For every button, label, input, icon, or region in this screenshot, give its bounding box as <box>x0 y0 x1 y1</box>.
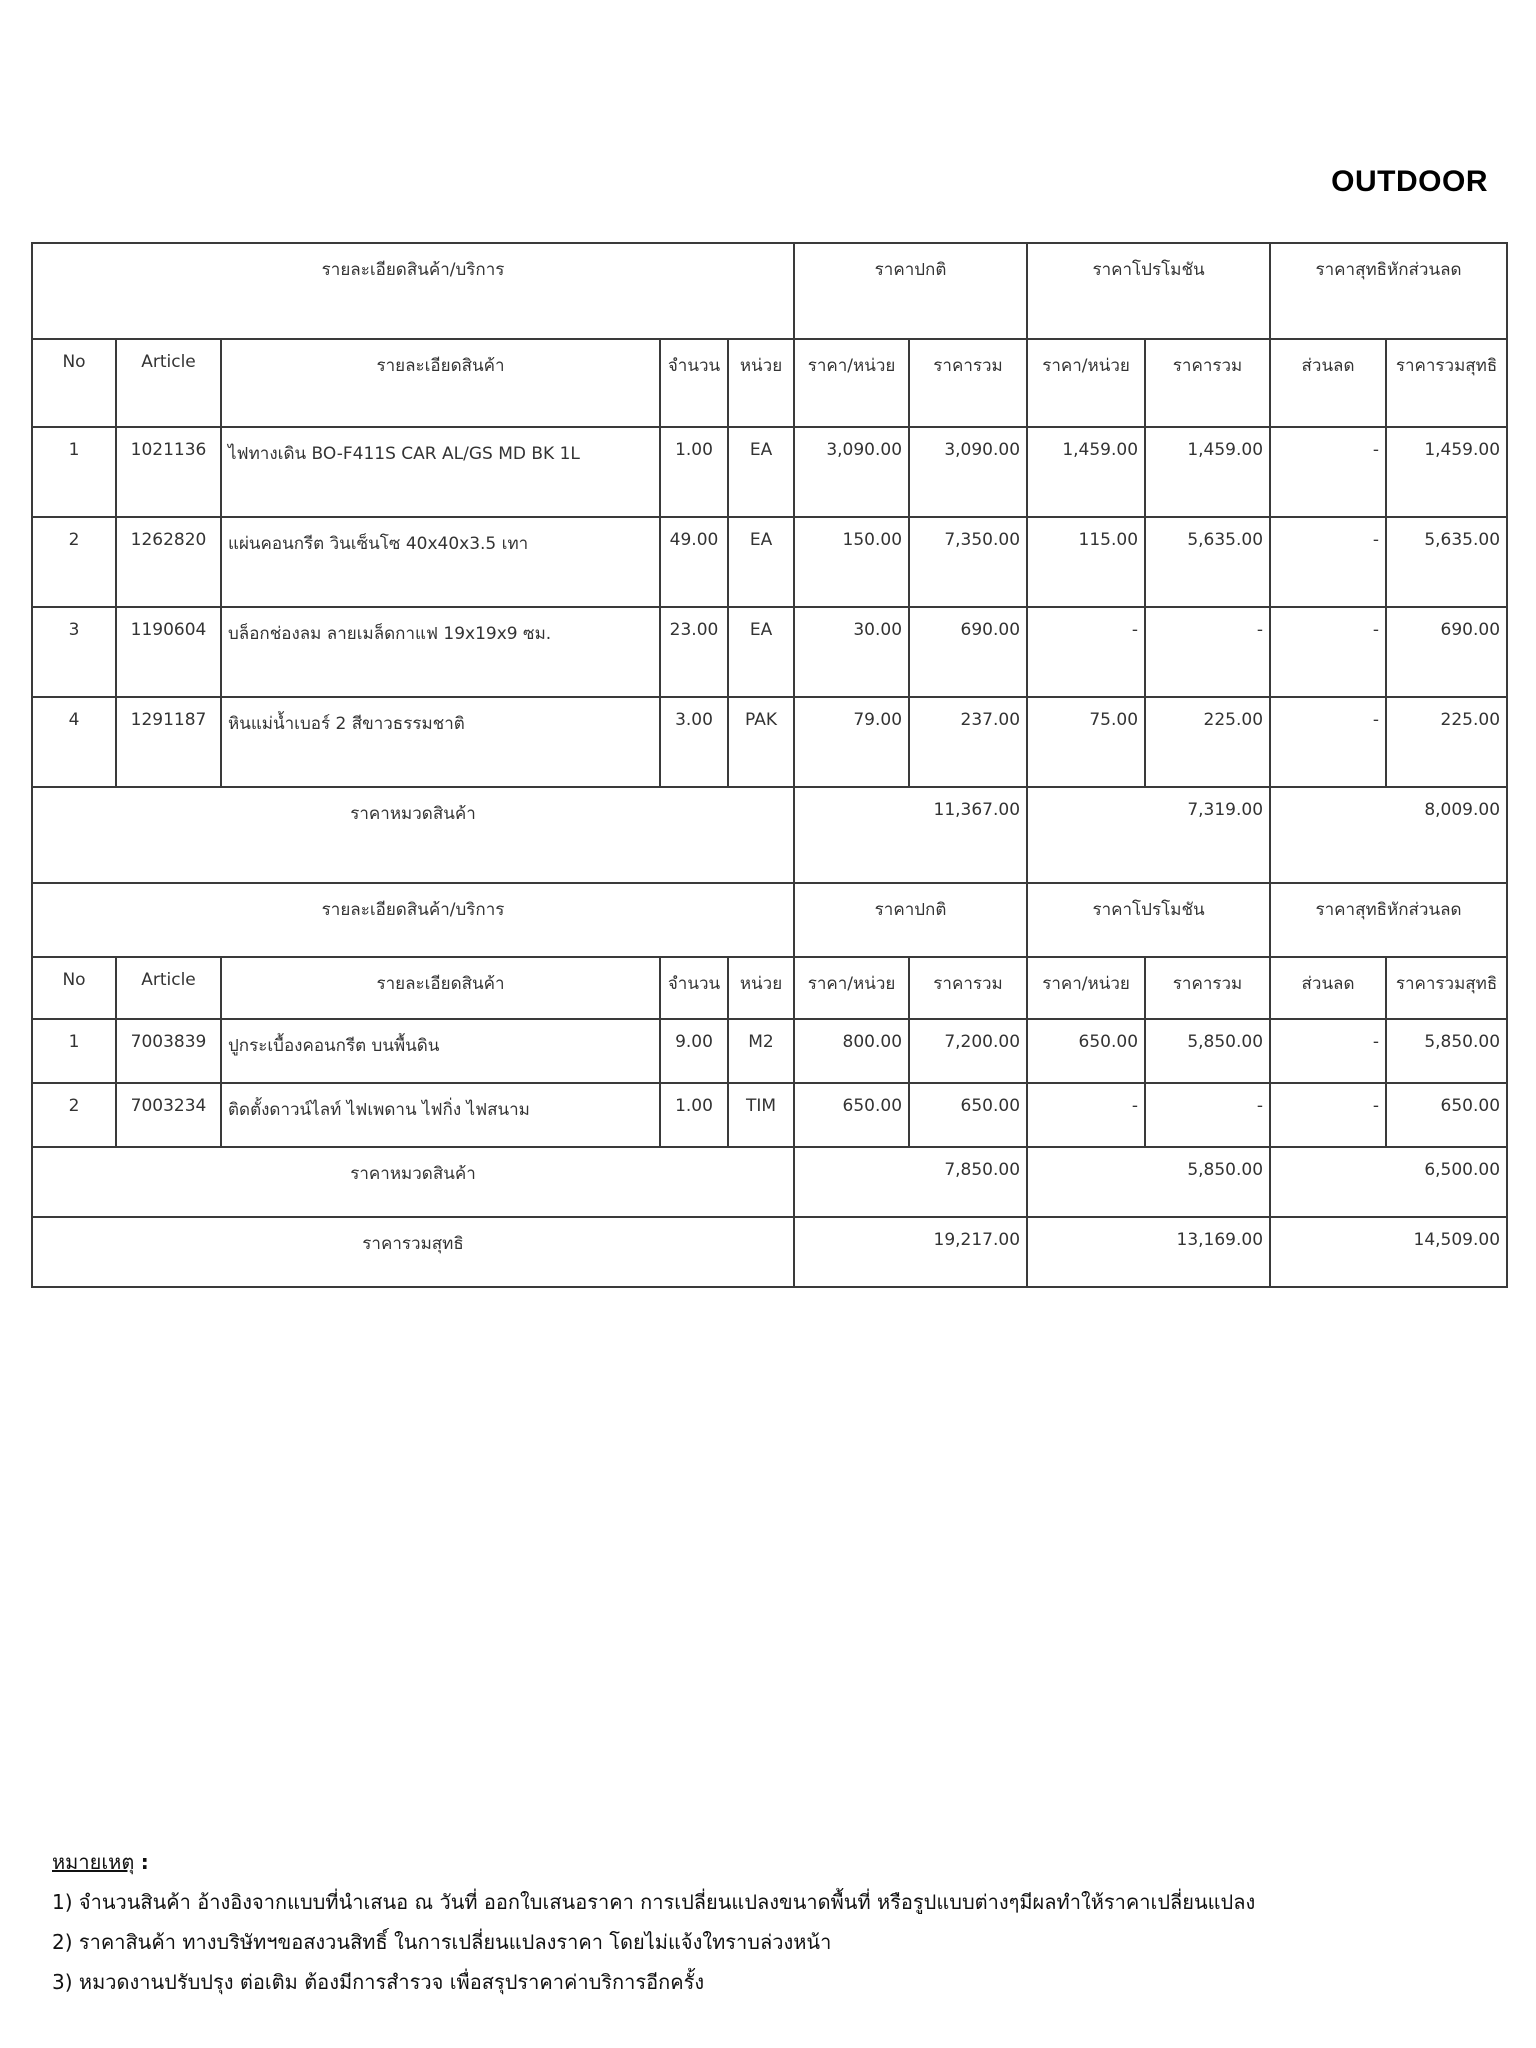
cell-total: 237.00 <box>909 697 1027 787</box>
cell-qty: 23.00 <box>660 607 728 697</box>
cell-promo-total: 5,850.00 <box>1145 1019 1270 1083</box>
cell-article: 7003234 <box>116 1083 221 1147</box>
col-header-unit: หน่วย <box>728 957 794 1019</box>
col-header-description: รายละเอียดสินค้า <box>221 339 660 427</box>
cell-unit: M2 <box>728 1019 794 1083</box>
notes-heading <box>52 1842 1255 1882</box>
cell-promo-total: - <box>1145 1083 1270 1147</box>
table-row <box>32 607 1507 697</box>
cell-article: 1262820 <box>116 517 221 607</box>
cell-article: 1021136 <box>116 427 221 517</box>
cell-article: 7003839 <box>116 1019 221 1083</box>
col-header-promo-unit-price: ราคา/หน่วย <box>1027 957 1145 1019</box>
cell-total: 7,200.00 <box>909 1019 1027 1083</box>
notes-colon: : <box>140 1850 149 1874</box>
col-header-qty: จำนวน <box>660 339 728 427</box>
col-header-qty: จำนวน <box>660 957 728 1019</box>
cell-promo-unit-price: 75.00 <box>1027 697 1145 787</box>
cell-promo-unit-price: - <box>1027 1083 1145 1147</box>
cell-discount: - <box>1270 517 1386 607</box>
cell-unit-price: 79.00 <box>794 697 909 787</box>
col-header-unit: หน่วย <box>728 339 794 427</box>
cell-article: 1190604 <box>116 607 221 697</box>
table-row <box>32 1019 1507 1083</box>
notes-title: หมายเหตุ <box>52 1850 135 1874</box>
table-row <box>32 517 1507 607</box>
subtotal-row <box>32 1147 1507 1217</box>
cell-total: 7,350.00 <box>909 517 1027 607</box>
col-header-article: Article <box>116 339 221 427</box>
group-header-net-price: ราคาสุทธิหักส่วนลด <box>1270 243 1507 339</box>
table-row <box>32 427 1507 517</box>
col-header-promo-total: ราคารวม <box>1145 957 1270 1019</box>
subtotal-promo: 7,319.00 <box>1027 787 1270 883</box>
column-header-row <box>32 957 1507 1019</box>
cell-discount: - <box>1270 1083 1386 1147</box>
cell-unit: TIM <box>728 1083 794 1147</box>
cell-unit: EA <box>728 517 794 607</box>
cell-promo-unit-price: 1,459.00 <box>1027 427 1145 517</box>
cell-description: แผ่นคอนกรีต วินเซ็นโซ 40x40x3.5 เทา <box>221 517 660 607</box>
cell-total: 650.00 <box>909 1083 1027 1147</box>
group-header-normal-price: ราคาปกติ <box>794 243 1027 339</box>
subtotal-promo: 5,850.00 <box>1027 1147 1270 1217</box>
cell-article: 1291187 <box>116 697 221 787</box>
note-item: 2) ราคาสินค้า ทางบริษัทฯขอสงวนสิทธิ์ ในการเปลี่ยนแปลงราคา โดยไม่แจ้งใทราบล่วงหน้า <box>52 1930 832 1954</box>
cell-unit: EA <box>728 607 794 697</box>
col-header-unit-price: ราคา/หน่วย <box>794 339 909 427</box>
grand-total-promo: 13,169.00 <box>1027 1217 1270 1287</box>
subtotal-label: ราคาหมวดสินค้า <box>32 787 794 883</box>
subtotal-normal: 11,367.00 <box>794 787 1027 883</box>
col-header-no: No <box>32 339 116 427</box>
col-header-net-total: ราคารวมสุทธิ <box>1386 339 1507 427</box>
column-header-row <box>32 339 1507 427</box>
col-header-discount: ส่วนลด <box>1270 957 1386 1019</box>
cell-no: 2 <box>32 517 116 607</box>
quotation-table <box>31 242 1508 1288</box>
cell-promo-total: - <box>1145 607 1270 697</box>
subtotal-row <box>32 787 1507 883</box>
cell-net-total: 690.00 <box>1386 607 1507 697</box>
col-header-promo-unit-price: ราคา/หน่วย <box>1027 339 1145 427</box>
col-header-net-total: ราคารวมสุทธิ <box>1386 957 1507 1019</box>
group-header-net-price: ราคาสุทธิหักส่วนลด <box>1270 883 1507 957</box>
cell-discount: - <box>1270 1019 1386 1083</box>
notes-section <box>52 1842 1255 2002</box>
cell-qty: 1.00 <box>660 427 728 517</box>
cell-unit-price: 30.00 <box>794 607 909 697</box>
cell-total: 690.00 <box>909 607 1027 697</box>
col-header-unit-price: ราคา/หน่วย <box>794 957 909 1019</box>
col-header-no: No <box>32 957 116 1019</box>
grand-total-label: ราคารวมสุทธิ <box>32 1217 794 1287</box>
cell-unit-price: 650.00 <box>794 1083 909 1147</box>
cell-description: ติดตั้งดาวน์ไลท์ ไฟเพดาน ไฟกิ่ง ไฟสนาม <box>221 1083 660 1147</box>
cell-promo-total: 1,459.00 <box>1145 427 1270 517</box>
cell-qty: 49.00 <box>660 517 728 607</box>
cell-no: 3 <box>32 607 116 697</box>
subtotal-net: 8,009.00 <box>1270 787 1507 883</box>
cell-net-total: 5,635.00 <box>1386 517 1507 607</box>
cell-no: 4 <box>32 697 116 787</box>
col-header-total: ราคารวม <box>909 339 1027 427</box>
group-header-row <box>32 243 1507 339</box>
group-header-normal-price: ราคาปกติ <box>794 883 1027 957</box>
cell-promo-unit-price: - <box>1027 607 1145 697</box>
cell-unit-price: 150.00 <box>794 517 909 607</box>
col-header-discount: ส่วนลด <box>1270 339 1386 427</box>
subtotal-normal: 7,850.00 <box>794 1147 1027 1217</box>
cell-discount: - <box>1270 607 1386 697</box>
cell-description: ไฟทางเดิน BO-F411S CAR AL/GS MD BK 1L <box>221 427 660 517</box>
cell-discount: - <box>1270 697 1386 787</box>
cell-promo-total: 5,635.00 <box>1145 517 1270 607</box>
cell-unit: PAK <box>728 697 794 787</box>
group-header-promo-price: ราคาโปรโมชัน <box>1027 883 1270 957</box>
group-header-details: รายละเอียดสินค้า/บริการ <box>32 243 794 339</box>
cell-description: ปูกระเบื้องคอนกรีต บนพื้นดิน <box>221 1019 660 1083</box>
cell-net-total: 225.00 <box>1386 697 1507 787</box>
subtotal-net: 6,500.00 <box>1270 1147 1507 1217</box>
cell-unit-price: 800.00 <box>794 1019 909 1083</box>
group-header-row <box>32 883 1507 957</box>
col-header-total: ราคารวม <box>909 957 1027 1019</box>
cell-qty: 9.00 <box>660 1019 728 1083</box>
cell-total: 3,090.00 <box>909 427 1027 517</box>
cell-description: หินแม่น้ำเบอร์ 2 สีขาวธรรมชาติ <box>221 697 660 787</box>
grand-total-normal: 19,217.00 <box>794 1217 1027 1287</box>
subtotal-label: ราคาหมวดสินค้า <box>32 1147 794 1217</box>
note-item: 3) หมวดงานปรับปรุง ต่อเติม ต้องมีการสำรวจ เพื่อสรุปราคาค่าบริการอีกครั้ง <box>52 1970 705 1994</box>
cell-net-total: 5,850.00 <box>1386 1019 1507 1083</box>
table-row <box>32 697 1507 787</box>
cell-qty: 1.00 <box>660 1083 728 1147</box>
group-header-promo-price: ราคาโปรโมชัน <box>1027 243 1270 339</box>
cell-promo-unit-price: 650.00 <box>1027 1019 1145 1083</box>
table-row <box>32 1083 1507 1147</box>
cell-no: 2 <box>32 1083 116 1147</box>
cell-discount: - <box>1270 427 1386 517</box>
cell-unit: EA <box>728 427 794 517</box>
cell-description: บล็อกช่องลม ลายเมล็ดกาแฟ 19x19x9 ซม. <box>221 607 660 697</box>
cell-unit-price: 3,090.00 <box>794 427 909 517</box>
cell-no: 1 <box>32 1019 116 1083</box>
grand-total-net: 14,509.00 <box>1270 1217 1507 1287</box>
group-header-details: รายละเอียดสินค้า/บริการ <box>32 883 794 957</box>
note-item: 1) จำนวนสินค้า อ้างอิงจากแบบที่นำเสนอ ณ วันที่ ออกใบเสนอราคา การเปลี่ยนแปลงขนาดพื้นที่ หรือรูปแบบต่างๆมีผลทำให้ราคาเปลี่ยนแปลง <box>52 1890 1256 1914</box>
grand-total-row <box>32 1217 1507 1287</box>
cell-promo-unit-price: 115.00 <box>1027 517 1145 607</box>
col-header-promo-total: ราคารวม <box>1145 339 1270 427</box>
cell-no: 1 <box>32 427 116 517</box>
col-header-article: Article <box>116 957 221 1019</box>
cell-net-total: 1,459.00 <box>1386 427 1507 517</box>
document-heading: OUTDOOR <box>1331 165 1488 198</box>
cell-promo-total: 225.00 <box>1145 697 1270 787</box>
cell-qty: 3.00 <box>660 697 728 787</box>
cell-net-total: 650.00 <box>1386 1083 1507 1147</box>
col-header-description: รายละเอียดสินค้า <box>221 957 660 1019</box>
